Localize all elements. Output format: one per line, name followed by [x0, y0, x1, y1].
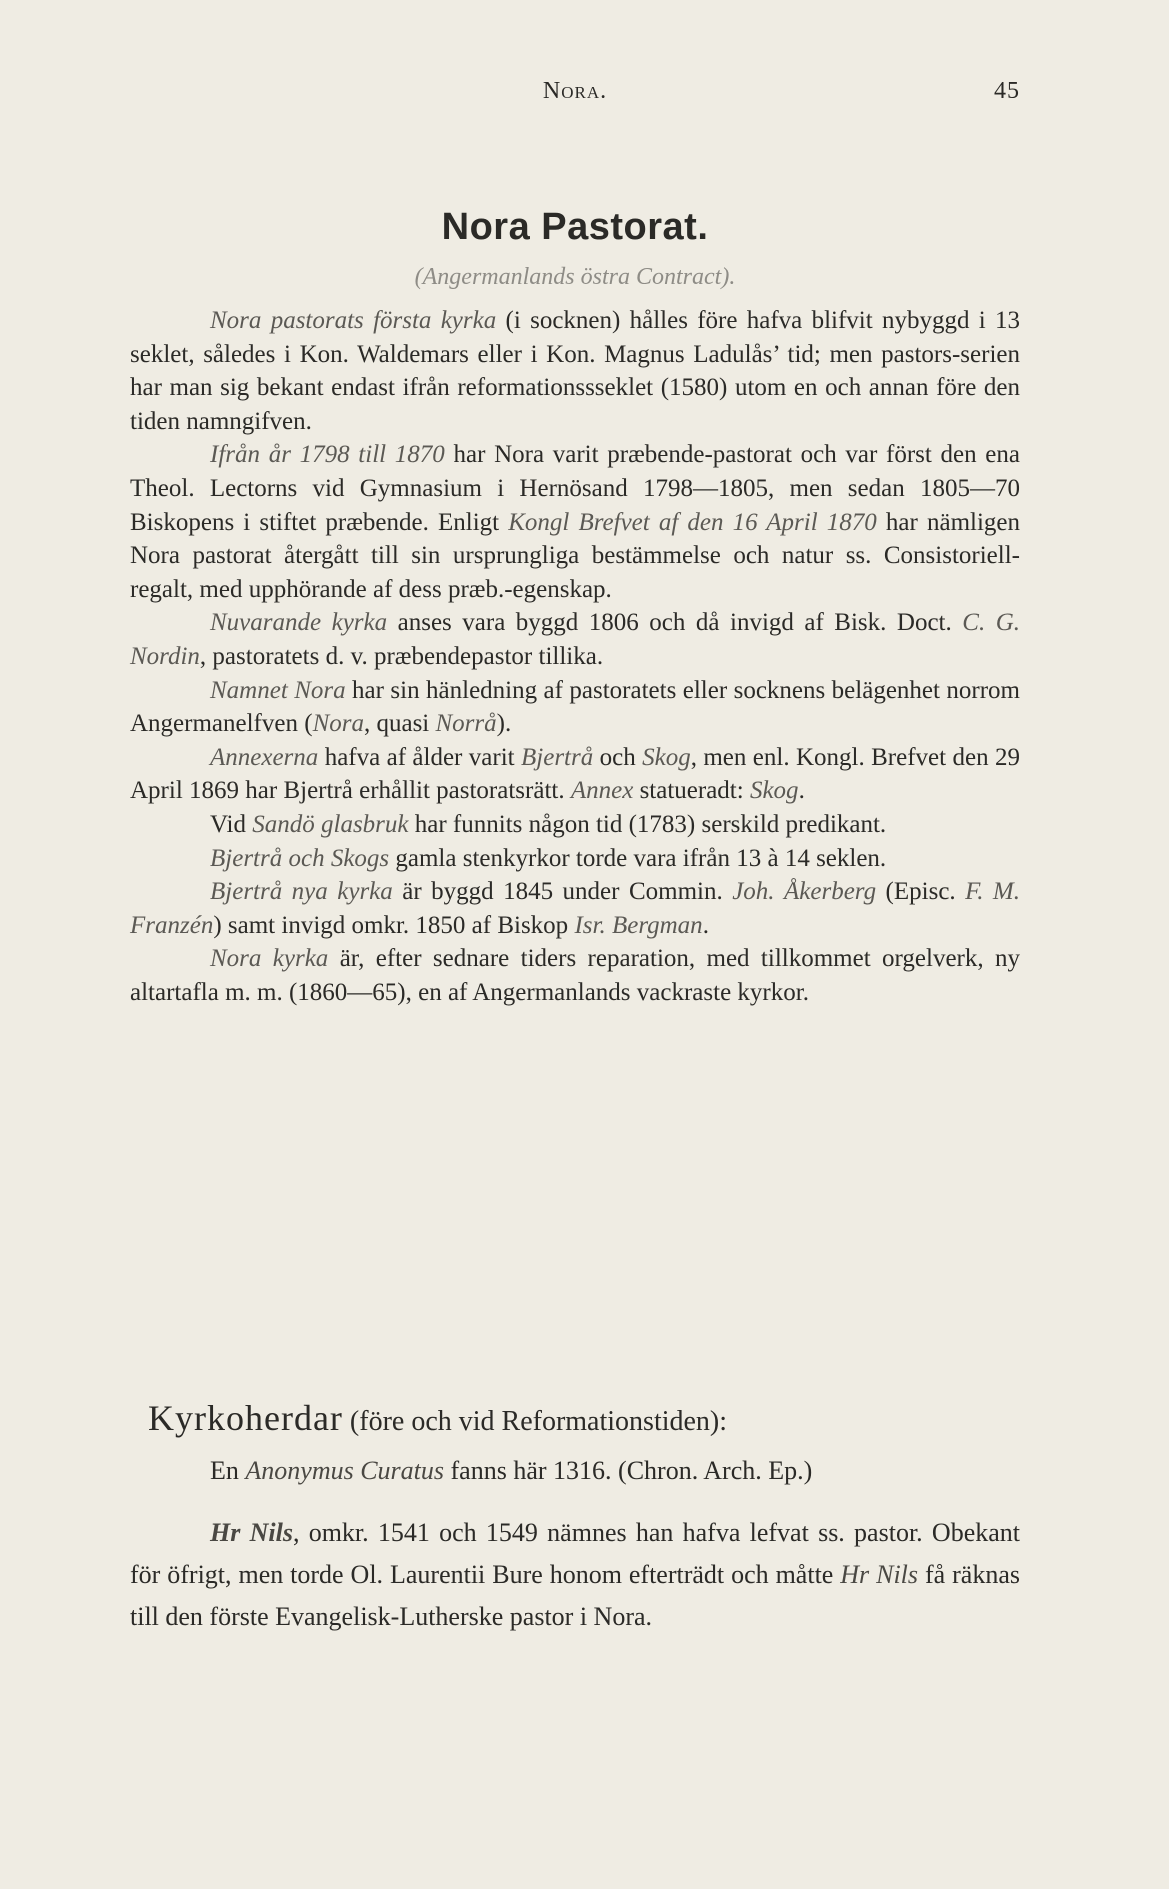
paragraph: Nora kyrka är, efter sednare tiders reparation, med tillkommet orgelverk, ny altartafla m. m. (1860—65), en af Angermanlands vackraste kyrkor. [130, 945, 1020, 1006]
section-heading-main: Kyrkoherdar [148, 1398, 343, 1438]
main-text [130, 304, 1020, 1009]
section-heading-rest: (före och vid Reformationstiden): [342, 1406, 728, 1437]
paragraph: Namnet Nora har sin hänledning af pastoratets eller socknens belägenhet norrom Angermanelfven (Nora, quasi Norrå). [130, 676, 1020, 738]
page-title: Nora Pastorat. [441, 206, 709, 248]
paragraph: Bjertrå nya kyrka är byggd 1845 under Commin. Joh. Åkerberg (Episc. F. M. Franzén) samt invigd omkr. 1850 af Biskop Isr. Bergman. [130, 878, 1020, 939]
paragraph: Annexerna hafva af ålder varit Bjertrå och Skog, men enl. Kongl. Brefvet den 29 April 1869 har Bjertrå erhållit pastoratsrätt. Annex statueradt: Skog. [130, 743, 1020, 805]
paragraph: Bjertrå och Skogs gamla stenkyrkor torde vara ifrån 13 à 14 seklen. [210, 844, 887, 872]
paragraph: En Anonymus Curatus fanns här 1316. (Chron. Arch. Ep.) [210, 1456, 813, 1485]
page-subtitle: (Angermanlands östra Contract). [414, 264, 736, 290]
section-heading [148, 1400, 1018, 1440]
paragraph: Hr Nils, omkr. 1541 och 1549 nämnes han hafva lefvat ss. pastor. Obekant för öfrigt, men torde Ol. Laurentii Bure honom efterträdt och måtte Hr Nils få räknas till den förste Evangelisk-Lutherske pastor i Nora. [130, 1518, 1020, 1631]
paragraph: Nora pastorats första kyrka (i socknen) hålles före hafva blifvit nybyggd i 13 seklet, således i Kon. Waldemars eller i Kon. Magnus Ladulås’ tid; men pastors-serien har man sig bekant endast ifrån reformationssseklet (1580) utom en och annan före den tiden namngifven. [130, 307, 1020, 435]
paragraph: Ifrån år 1798 till 1870 har Nora varit præbende-pastorat och var först den ena Theol. Lectorns vid Gymnasium i Hernösand 1798—1805, men sedan 1805—70 Biskopens i stiftet præbende. Enligt Kongl Brefvet af den 16 April 1870 har nämligen Nora pastorat återgått till sin ursprungliga bestämmelse och natur ss. Consistoriell-regalt, med upphörande af dess præb.-egenskap. [130, 441, 1021, 603]
page-number: 45 [994, 78, 1020, 104]
running-title: Nora. [542, 78, 608, 104]
section-text [130, 1450, 1020, 1638]
paragraph: Nuvarande kyrka anses vara byggd 1806 och då invigd af Bisk. Doct. C. G. Nordin, pastoratets d. v. præbendepastor tillika. [130, 609, 1020, 670]
paragraph: Vid Sandö glasbruk har funnits någon tid (1783) serskild predikant. [210, 810, 887, 838]
